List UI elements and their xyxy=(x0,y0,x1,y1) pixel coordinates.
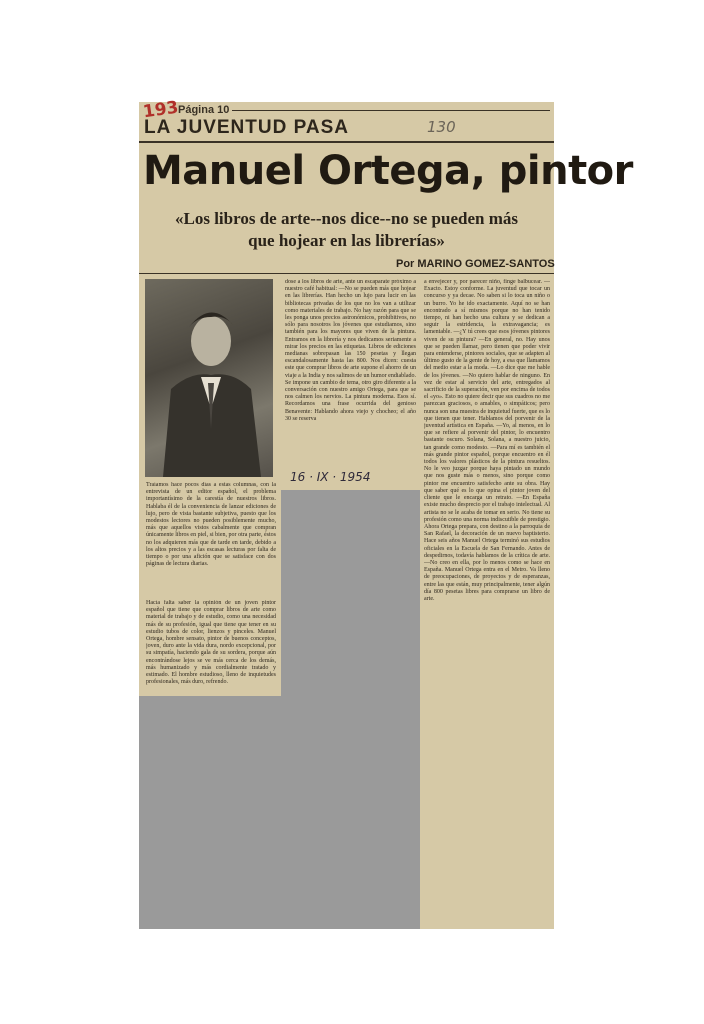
scan-backing-gray xyxy=(281,490,420,929)
section-rule xyxy=(139,141,554,143)
article-column-left-bottom: Hacía falta saber la opinión de un joven pintor español que tiene que comprar libros de arte como material de trabajo y de estudio, como una necesidad más de su profesión, igual que tiene que tener en su estudio tubos de color, lienzos y pinceles. Manuel Ortega, hombre sensato, pintor de buenos conceptos, joven, duro ante la vida dura, nordo excepcional, por su simpatía, haciendo gala de su sordera, porque aún encontrándose lejos se ve más cerca de los demás, más humanizado y más cordialmente tratado y estimado. El hombre estudioso, lleno de inquietudes profesionales, más duro, refrendo. xyxy=(146,600,276,686)
handwritten-red-number: 193 xyxy=(141,97,180,123)
handwritten-date: 16 · IX · 1954 xyxy=(290,470,371,484)
headline: Manuel Ortega, pintor xyxy=(143,148,633,194)
page-number: Página 10 xyxy=(178,104,230,116)
article-column-left-top: Traíamos hace pocos días a estas columnas, con la entrevista de un editor español, el problema importantísimo de la carestía de nuestros libros. Hablaba él de la conveniencia de lanzar ediciones de lujo, pero de vista bastante subjetiva, puesto que los modestos lectores no pueden posiblemente mucho, más que aquellos vistos cabalmente que compran únicamente libros en piel, si bien, por otra parte, éstos no los adquieren más que de tarde en tarde, debido a los altos precios y a las escasas lecturas por falta de tiempo o por una afición que se satisface con dos páginas de lectura diarias. xyxy=(146,482,276,568)
portrait-figure xyxy=(145,279,273,477)
handwritten-pencil-number: 130 xyxy=(427,118,456,136)
subheadline xyxy=(139,208,554,252)
byline-rule xyxy=(139,273,554,274)
scan-backing-gray-lower xyxy=(139,696,281,929)
article-column-middle: dose a los libros de arte, ante un escaparate próximo a nuestro café habitual: —No se pueden más que hojear en las librerías. Han hecho un lujo para lucir en las bibliotecas privadas de los que no los van a utilizar como materiales de trabajo. No hay razón para que se les ponga unos precios astronómicos, prohibitivos, no sólo para nosotros los jóvenes que estudiamos, sino también para los mayores que viven de la pintura. Entramos en la librería y nos dedicamos seriamente a mirar los precios en las etiquetas. Libros de ediciones medianas sobrepasan las 150 pesetas y llegan escandalosamente hasta las 800. Nos dicen: cuesta este que comprar libros de arte supone el ahorro de un viaje a la India y nos salimos de un humor endiablado. Se impone un cambio de tema, otro giro diferente a la conversación con nuestro amigo Ortega, para que se nos calmen los nervios. La pintura moderna. Esos sí. Recordamos una frase ocurrida del genioso Benavente: Hablando ahora viejo y chocheo; el año 30 se reserva xyxy=(285,279,416,422)
portrait-photo xyxy=(145,279,273,477)
article-column-right: a envejecer y, por parecer niño, finge balbucear. —Exacto. Estoy conforme. La juventud que tocar un concurso y ya decae. No saben si lo toca un niño o un burro. Yo he ido exactamente. Aquí no se han encontrado a sí mismos porque no han tenido tiempo, ni han hecho una cultura y se dedican a seguir la estridencia, la extravagancia; es lamentable. —¿Y tú crees que esos jóvenes pintores viven de su pintura? —En general, no. Hay unos que se pueden llamar, pero tienen que poder vivir para entenderse, pintores sociales, que se adapten al último gusto de la gente de hoy, a esa que llamamos del medio estar a la moda. —Lo dice que me hable de los jóvenes. —No quiero hablar de ninguno. En vez de estar al servicio del arte, entregados al sacrificio de la superación, ven por encima de todos el «yo». Esto no quiere decir que sus cuadros no me parezcan graciosos, o amables, o simpáticos; pero nunca son una muestra de inquietud fuerte, que es lo que tienen que tener. Hablamos del porvenir de la juventud artística en España. —Yo, al menos, en lo que se refiere al porvenir del pintor, lo encuentro bastante oscuro. Solana, Solana, a nuestro juicio, tan grande como modesto. —Para mí es también el más grande pintor español, porque encuentro en él todos los valores plásticos de la pintura resueltos. No le veo juzgar porque haya pintado un mundo que nos guste más o menos, sino porque como pintor me encuentro satisfecho ante su obra. Hay que saber qué es lo que opina el pintor joven del cliente que le encarga un retrato. —En España existe mucho desprecio por el trabajo intelectual. Al artista no se le acaba de tomar en serio. No tiene su profesión como una norma indiscutible de prestigio. Ahora Ortega prepara, con destino a la parroquia de San Rafael, la decoración de un nuevo baptisterio. Hace seis años Manuel Ortega terminó sus estudios oficiales en la Escuela de San Fernando. Antes de despedirnos, todavía hablamos de la crítica de arte. —No creo en ella, por lo menos como se hace en España. Manuel Ortega entra en el Metro. Va lleno de preocupaciones, de proyectos y de esperanzas, entre las que están, muy principalmente, tener algún día 800 pesetas libres para comprarse un libro de arte. xyxy=(424,279,550,602)
subheadline-line-1: «Los libros de arte--nos dice--no se pueden más xyxy=(175,209,518,228)
byline: Por MARINO GOMEZ-SANTOS xyxy=(396,258,555,270)
header-rule xyxy=(232,110,550,111)
section-title: LA JUVENTUD PASA xyxy=(144,117,349,138)
subheadline-line-2: que hojear en las librerías» xyxy=(248,231,445,250)
